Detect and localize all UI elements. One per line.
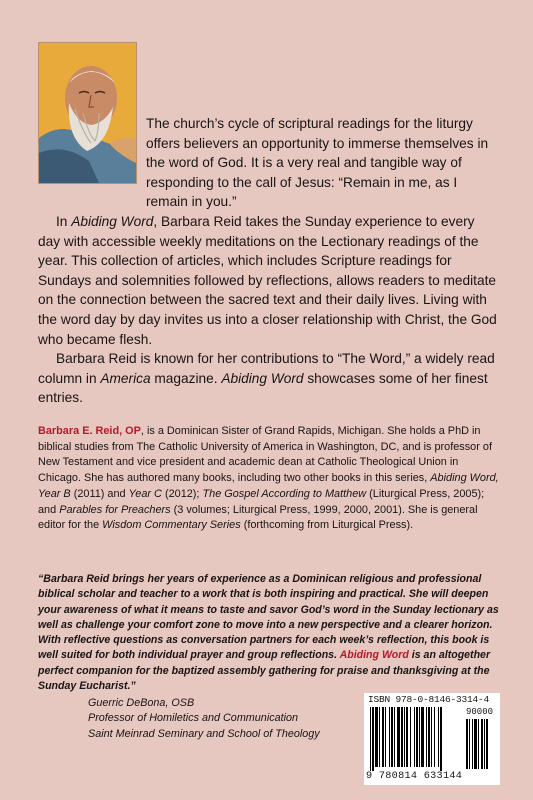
magazine-title: America xyxy=(100,370,151,386)
barcode-addon: 90000 xyxy=(466,707,494,717)
endorsement-attribution xyxy=(88,696,378,742)
isbn-text: ISBN 978-0-8146-3314-4 xyxy=(368,694,490,705)
endorser-role: Professor of Homiletics and Communication xyxy=(88,712,299,725)
book-title: Abiding Word xyxy=(221,370,304,386)
description-text xyxy=(38,114,500,408)
barcode-digits: 9 780814 633144 xyxy=(366,771,463,782)
endorsement-quote: “Barbara Reid brings her years of experience as a Dominican religious and professional biblical scholar and teacher to a work that is both inspiring and practical. She will deepen your awareness of what it means to taste and savor God’s word in the Sunday lectionary as well as challenge your comfort zone to move into a new perspective and a clearer horizon. With reflective questions as conversation partners for each week’s reflection, this book is well suited for both individual prayer and group reflections. Abiding Word is an altogether perfect companion for the baptized assembly gathering for praise and thanksgiving at the Sunday Eucharist.” xyxy=(38,573,499,693)
intro-paragraph-3: Barbara Reid is known for her contributions to “The Word,” a widely read column in America magazine. Abiding Word showcases some of her finest entries. xyxy=(38,351,495,406)
isbn-barcode xyxy=(364,693,500,785)
endorser-institution: Saint Meinrad Seminary and School of Theology xyxy=(88,727,320,740)
intro-paragraph-1: The church’s cycle of scriptural readings for the liturgy offers believers an opportunity to immerse themselves in the word of God. It is a very real and tangible way of responding to the call of Jesus: “Remain in me, as I remain in you.” xyxy=(146,116,489,210)
book-title: Abiding Word xyxy=(71,213,154,229)
intro-paragraph-2: In Abiding Word, Barbara Reid takes the Sunday experience to every day with accessible weekly meditations on the Lectionary readings of the year. This collection of articles, which includes Scripture readings for Sundays and solemnities followed by reflections, allows readers to meditate on the connection between the sacred text and their daily lives. Living with the word day by day invites us into a closer relationship with Christ, the God who became flesh. xyxy=(38,213,497,347)
author-bio: Barbara E. Reid, OP, is a Dominican Sister of Grand Rapids, Michigan. She holds a PhD in biblical studies from The Catholic University of America in Washington, DC, and is professor of New Testament and vice president and academic dean at Catholic Theological Union in Chicago. She has authored many books, including two other books in this series, Abiding Word, Year B (2011) and Year C (2012); The Gospel According to Matthew (Liturgical Press, 2005); and Parables for Preachers (3 volumes; Liturgical Press, 1999, 2000, 2001). She is general editor for the Wisdom Commentary Series (forthcoming from Liturgical Press). xyxy=(38,425,499,532)
quote-highlight: Abiding Word xyxy=(339,649,409,662)
author-name: Barbara E. Reid, OP xyxy=(38,425,141,437)
endorser-name: Guerric DeBona, OSB xyxy=(88,697,195,709)
